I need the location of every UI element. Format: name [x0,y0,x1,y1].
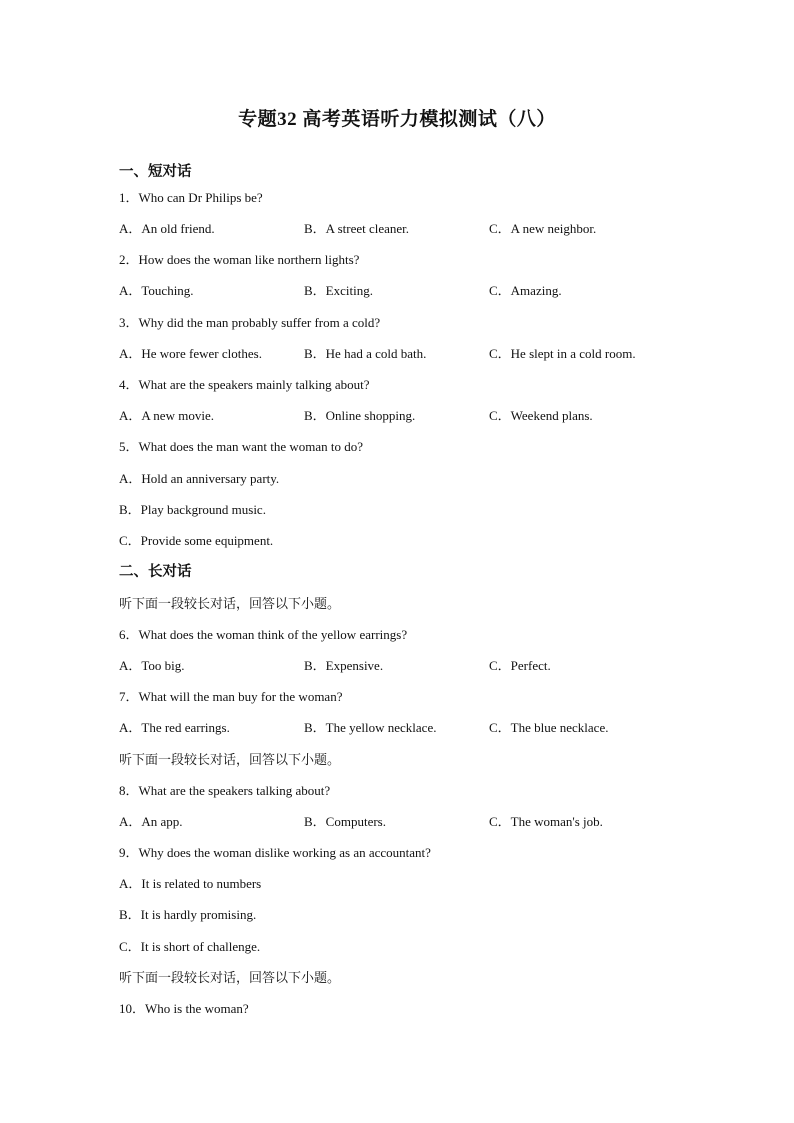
question-3: 3．Why did the man probably suffer from a cold? [119,315,381,330]
question-1: 1．Who can Dr Philips be? [119,190,263,205]
option-a: A．The red earrings. [119,720,230,735]
question-4: 4．What are the speakers mainly talking about? [119,377,370,392]
question-6: 6．What does the woman think of the yellow earrings? [119,627,408,642]
question-2: 2．How does the woman like northern lights? [119,252,360,267]
question-4-options [0,405,794,425]
option-b: B．Expensive. [304,658,384,673]
section-heading-long-dialogues: 二、长对话 [119,564,192,580]
question-5-option-a: A．Hold an anniversary party. [119,471,280,486]
question-5-option-c: C．Provide some equipment. [119,533,274,548]
option-a: A．A new movie. [119,408,214,423]
option-a: A．Too big. [119,658,185,673]
page-title: 专题32 高考英语听力模拟测试（八） [238,109,556,130]
question-6-options [0,655,794,675]
instruction-text: 听下面一段较长对话，回答以下小题。 [119,596,341,611]
option-c: C．The woman's job. [489,814,603,829]
option-c: C．Perfect. [489,658,551,673]
option-b: B．He had a cold bath. [304,346,427,361]
question-3-options [0,343,794,363]
option-b: B．A street cleaner. [304,221,410,236]
option-a: A．An old friend. [119,221,215,236]
question-7-options [0,717,794,737]
option-a: A．He wore fewer clothes. [119,346,262,361]
option-c: C．Amazing. [489,283,562,298]
question-9-option-b: B．It is hardly promising. [119,907,257,922]
question-7: 7．What will the man buy for the woman? [119,689,343,704]
question-10: 10．Who is the woman? [119,1001,249,1016]
question-9: 9．Why does the woman dislike working as an accountant? [119,845,431,860]
instruction-text: 听下面一段较长对话，回答以下小题。 [119,752,341,767]
option-c: C．The blue necklace. [489,720,609,735]
option-a: A．Touching. [119,283,194,298]
instruction-text: 听下面一段较长对话，回答以下小题。 [119,970,341,985]
question-1-options [0,218,794,238]
option-b: B．Exciting. [304,283,373,298]
question-8-options [0,811,794,831]
option-b: B．The yellow necklace. [304,720,437,735]
question-9-option-a: A．It is related to numbers [119,876,262,891]
section-heading-short-dialogues: 一、短对话 [119,164,192,180]
question-5-option-b: B．Play background music. [119,502,266,517]
option-c: C．He slept in a cold room. [489,346,636,361]
option-b: B．Computers. [304,814,386,829]
option-a: A．An app. [119,814,183,829]
question-8: 8．What are the speakers talking about? [119,783,331,798]
question-5: 5．What does the man want the woman to do? [119,439,364,454]
question-2-options [0,280,794,300]
option-c: C．Weekend plans. [489,408,593,423]
option-b: B．Online shopping. [304,408,416,423]
question-9-option-c: C．It is short of challenge. [119,939,261,954]
option-c: C．A new neighbor. [489,221,597,236]
